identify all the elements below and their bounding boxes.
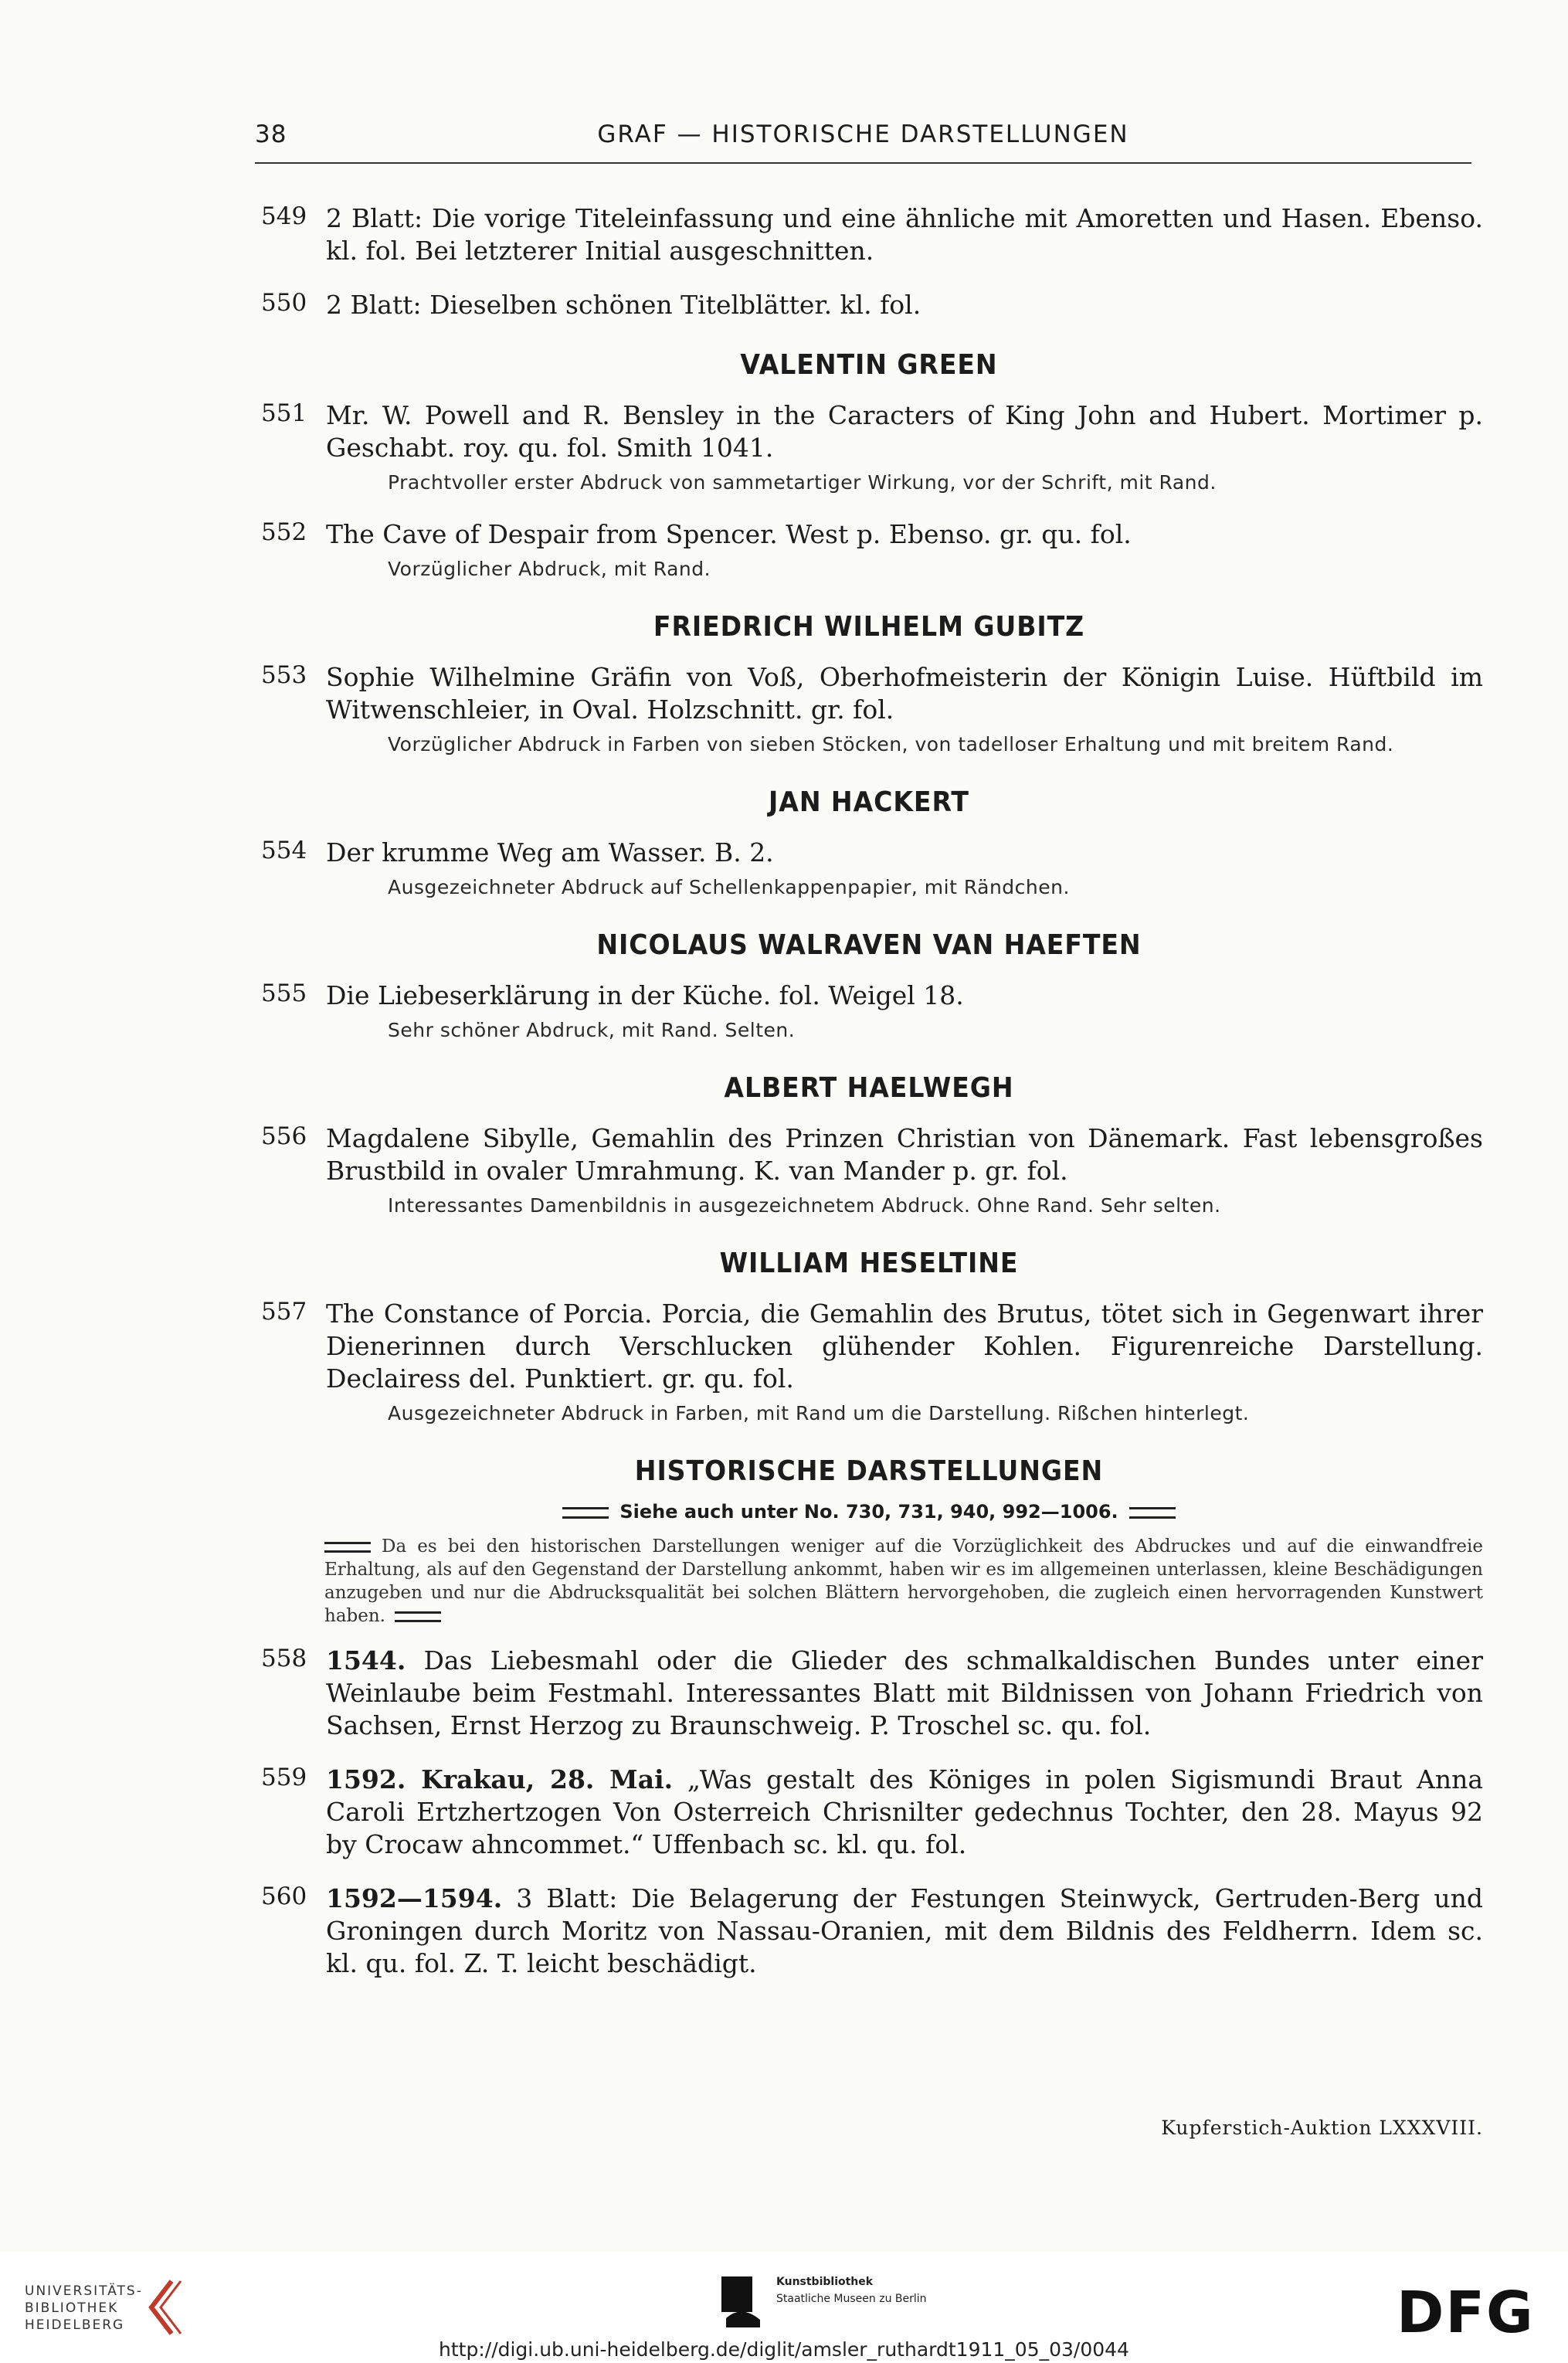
entry-description: 2 Blatt: Die vorige Titeleinfassung und eine ähnliche mit Amoretten und Hasen. Ebenso. kl. fol. Bei letzterer Initial ausgeschnitten. [326,203,1483,266]
dfg-logo[interactable]: DFG [1397,2280,1535,2346]
entry-description: 2 Blatt: Dieselben schönen Titelblätter. kl. fol. [326,290,921,320]
catalog-entry [255,979,1483,1044]
entry-description [326,1645,1483,1742]
catalog-entry [255,289,1483,321]
source-url-link[interactable]: http://digi.ub.uni-heidelberg.de/diglit/amsler_ruthardt1911_05_03/0044 [439,2338,1129,2361]
double-rule-icon [324,1542,371,1553]
running-title: GRAF — HISTORISCHE DARSTELLUNGEN [597,121,1129,148]
catalog-entry [255,1122,1483,1220]
section-heading: WILLIAM HESELTINE [719,1248,1019,1279]
ub-logo-line: BIBLIOTHEK [25,2300,119,2316]
entry-number: 554 [261,837,307,864]
editorial-remark [255,1535,1483,1628]
entry-year: 1592—1594. [326,1883,503,1913]
entry-description: Magdalene Sibylle, Gemahlin des Prinzen Christian von Dänemark. Fast lebensgroßes Brustbild in ovaler Umrahmung. K. van Mander p. gr. fol. [326,1123,1483,1186]
entry-number: 550 [261,289,307,317]
entry-description: Sophie Wilhelmine Gräfin von Voß, Oberhofmeisterin der Königin Luise. Hüftbild im Witwenschleier, in Oval. Holzschnitt. gr. fol. [326,662,1483,725]
entry-note: Sehr schöner Abdruck, mit Rand. Selten. [388,1019,796,1041]
see-also-line [255,1501,1483,1523]
kb-subtitle: Staatliche Museen zu Berlin [776,2293,927,2305]
catalog-entry [255,1645,1483,1742]
entry-number: 557 [261,1298,307,1326]
catalog-entry [255,661,1483,759]
double-rule-icon [1129,1507,1176,1519]
entry-note: Ausgezeichneter Abdruck auf Schellenkappenpapier, mit Rändchen. [388,876,1070,898]
entry-note: Vorzüglicher Abdruck in Farben von sieben Stöcken, von tadelloser Erhaltung und mit breitem Rand. [388,733,1394,755]
entry-description: The Constance of Porcia. Porcia, die Gemahlin des Brutus, tötet sich in Gegenwart ihrer Dienerinnen durch Verschlucken glühender Kohlen. Figurenreiche Darstellung. Declairess del. Punktiert. gr. qu. fol. [326,1299,1483,1394]
catalog-entry [255,518,1483,583]
entry-number: 551 [261,399,307,427]
remark-text: Da es bei den historischen Darstellungen weniger auf die Vorzüglichkeit des Abdruckes und auf die einwandfreie Erhaltung, als auf den Gegenstand der Darstellung ankommt, haben wir es im allgemeinen unterlassen, kleine Beschädigungen anzugeben und nur die Abdrucksqualität bei solchen Blättern hervorgehoben, die zugleich einen hervorragenden Kunstwert haben. [324,1536,1483,1626]
catalog-entry [255,1764,1483,1861]
entry-description: Der krumme Weg am Wasser. B. 2. [326,837,774,867]
entry-number: 552 [261,518,307,546]
section-heading: NICOLAUS WALRAVEN VAN HAEFTEN [596,929,1142,961]
catalog-entry [255,202,1483,267]
section-heading: JAN HACKERT [769,786,969,818]
entry-note: Interessantes Damenbildnis in ausgezeichnetem Abdruck. Ohne Rand. Sehr selten. [388,1194,1221,1217]
running-head [255,116,1471,164]
entry-description: Die Liebeserklärung in der Küche. fol. Weigel 18. [326,980,964,1010]
entry-description: The Cave of Despair from Spencer. West p. Ebenso. gr. qu. fol. [326,519,1132,549]
entry-description: Mr. W. Powell and R. Bensley in the Caracters of King John and Hubert. Mortimer p. Geschabt. roy. qu. fol. Smith 1041. [326,400,1483,463]
catalog-entry [255,837,1483,901]
kb-title: Kunstbibliothek [776,2276,874,2288]
ub-logo-line: HEIDELBERG [25,2317,125,2333]
page-number: 38 [255,121,287,148]
entry-description [326,1764,1483,1861]
entry-note: Ausgezeichneter Abdruck in Farben, mit Rand um die Darstellung. Rißchen hinterlegt. [388,1402,1250,1424]
see-also-text: Siehe auch unter No. 730, 731, 940, 992—1006. [619,1501,1118,1523]
double-rule-icon [395,1611,441,1622]
catalog-entry [255,399,1483,497]
section-heading: ALBERT HAELWEGH [724,1072,1014,1104]
kunstbibliothek-logo[interactable] [776,2273,927,2307]
section-heading: FRIEDRICH WILHELM GUBITZ [653,611,1085,643]
catalog-entry [255,1298,1483,1428]
kunstbibliothek-mark-icon [718,2273,765,2329]
entry-text: „Was gestalt des Königes in polen Sigismundi Braut Anna Caroli Ertzhertzogen Von Osterreich Chrisnilter gedechnus Tochter, den 28. Mayus 92 by Crocaw ahncommet.“ Uffenbach sc. kl. qu. fol. [326,1764,1483,1859]
entry-text: 3 Blatt: Die Belagerung der Festungen Steinwyck, Gertruden-Berg und Groningen durch Moritz von Nassau-Oranien, mit dem Bildnis des Feldherrn. Idem sc. kl. qu. fol. Z. T. leicht beschädigt. [326,1883,1483,1978]
section-heading: VALENTIN GREEN [740,349,998,381]
entry-note: Vorzüglicher Abdruck, mit Rand. [388,558,711,580]
ub-heidelberg-logo[interactable] [25,2283,143,2334]
catalog-content [255,202,1483,2001]
entry-number: 549 [261,202,307,230]
entry-number: 560 [261,1883,307,1910]
catalog-entry [255,1883,1483,1980]
catalog-signature: Kupferstich-Auktion LXXXVIII. [1161,2117,1483,2139]
entry-number: 558 [261,1645,307,1672]
ub-heidelberg-mark-icon [141,2276,187,2338]
entry-number: 559 [261,1764,307,1791]
entry-description [326,1883,1483,1980]
entry-number: 555 [261,979,307,1007]
entry-note: Prachtvoller erster Abdruck von sammetartiger Wirkung, vor der Schrift, mit Rand. [388,471,1217,494]
entry-text: Das Liebesmahl oder die Glieder des schmalkaldischen Bundes unter einer Weinlaube beim Festmahl. Interessantes Blatt mit Bildnissen von Johann Friedrich von Sachsen, Ernst Herzog zu Braunschweig. P. Troschel sc. qu. fol. [326,1645,1483,1740]
entry-number: 556 [261,1122,307,1150]
digitization-footer [0,2252,1568,2363]
entry-year: 1544. [326,1645,406,1675]
ub-logo-line: UNIVERSITÄTS- [25,2283,143,2299]
double-rule-icon [562,1507,609,1519]
entry-year: 1592. Krakau, 28. Mai. [326,1764,674,1794]
section-heading: HISTORISCHE DARSTELLUNGEN [634,1455,1104,1487]
entry-number: 553 [261,661,307,689]
